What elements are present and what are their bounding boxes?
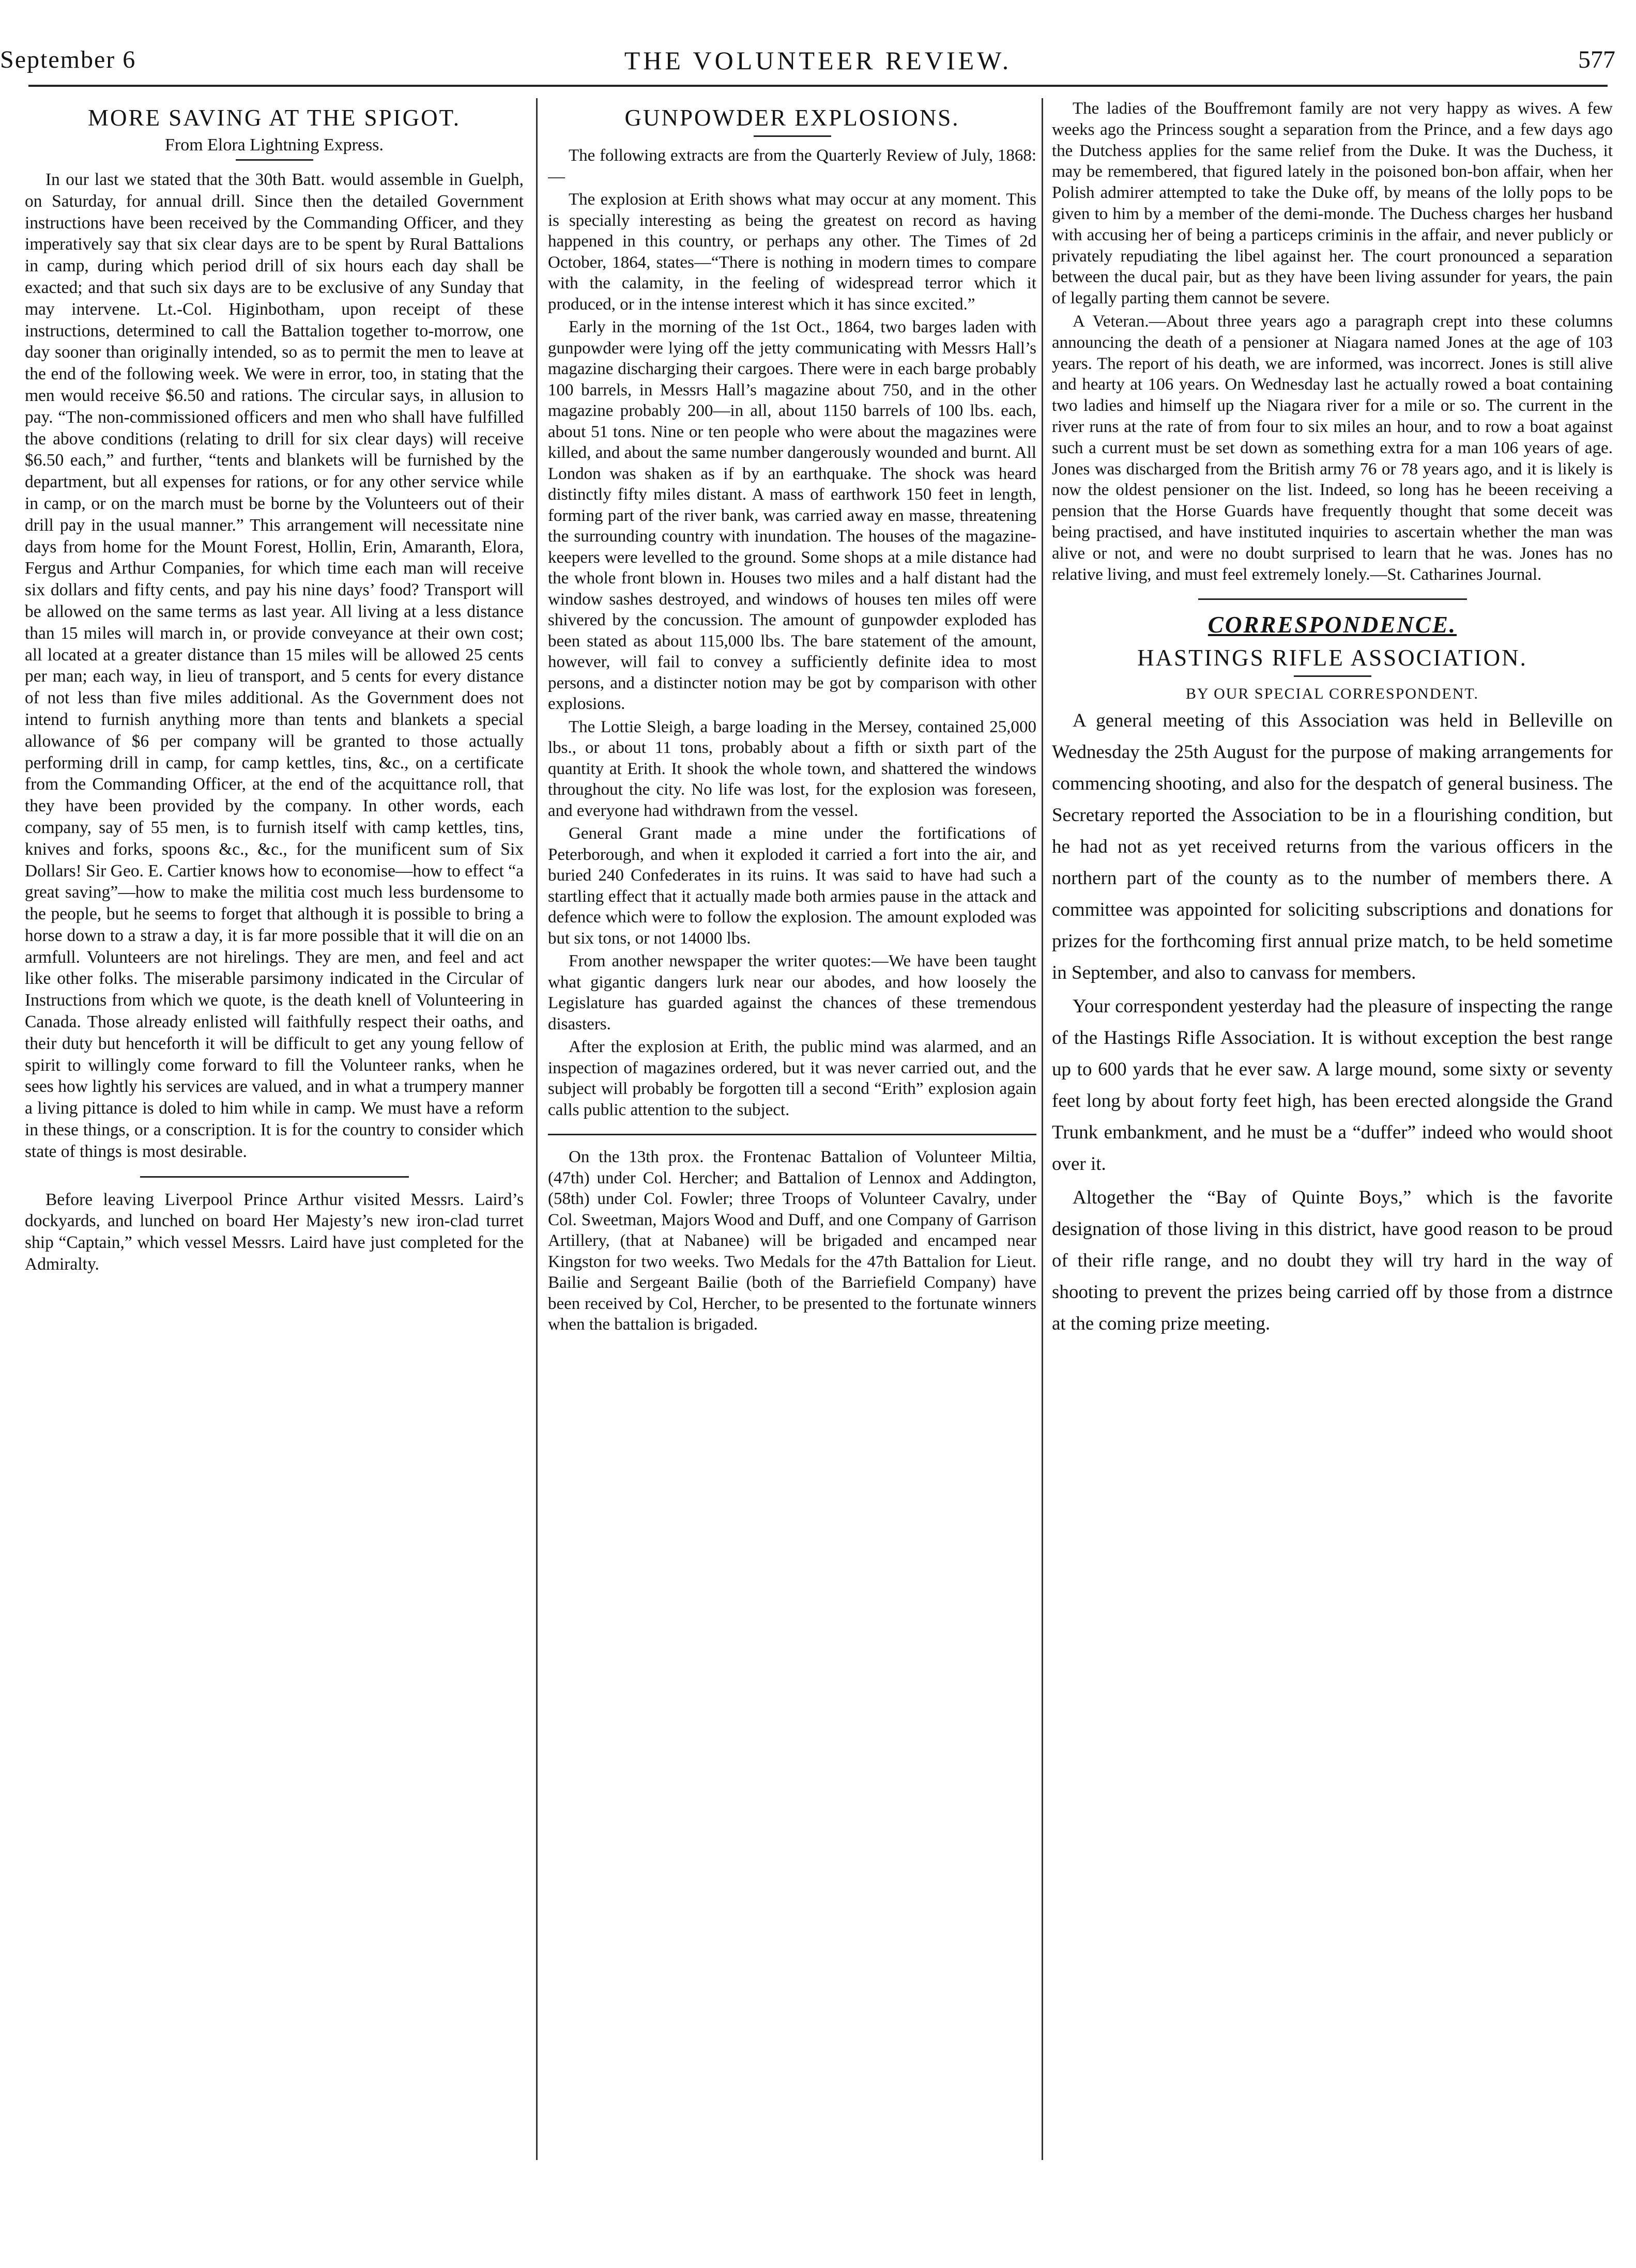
article-paragraph: General Grant made a mine under the fortifications of Peterborough, and when it exploded it carried a fort into the air, and buried 240 Confederates in its ruins. It was said to have had such a startling effect that it actually made both armies pause in the attack and defence which were to follow the explosion. The amount exploded was but six tons, or not 14000 lbs. <box>548 824 1036 948</box>
article-heading: MORE SAVING AT THE SPIGOT. <box>87 105 461 131</box>
header-rule <box>28 85 1608 87</box>
article-paragraph: The explosion at Erith shows what may occur at any moment. This is specially interesting as being the greatest on record as having happened in this country, or perhaps any other. The Times of 2d October, 1864, states—“There is nothing in modern times to compare with the calamity, in the feeling of widespread terror which it produced, or in the intense interest which it has since excited.” <box>548 190 1036 314</box>
article-heading: HASTINGS RIFLE ASSOCIATION. <box>1137 645 1527 671</box>
section-heading: CORRESPONDENCE. <box>1207 612 1457 638</box>
article-paragraph: After the explosion at Erith, the public mind was alarmed, and an inspection of magazines ordered, but it was never carried out, and the subject will probably be forgotten till a second “Erith” explosion again calls public attention to the subject. <box>548 1038 1036 1119</box>
page-number: 577 <box>1578 46 1615 73</box>
news-note: Before leaving Liverpool Prince Arthur visited Messrs. Laird’s dockyards, and lunched on board Her Majesty’s new iron-clad turret ship “Captain,” which vessel Messrs. Laird have just completed for the Admiralty. <box>25 1190 524 1274</box>
article-paragraph: A Veteran.—About three years ago a paragraph crept into these columns announcing the death of a pensioner at Niagara named Jones at the age of 103 years. The report of his death, we are informed, was incorrect. Jones is still alive and hearty at 106 years. On Wednesday last he actually rowed a boat containing two ladies and himself up the Niagara river for a mile or so. The current in the river runs at the rate of from four to six miles an hour, and to row a boat against such a current must be set down as something extra for a man 106 years of age. Jones was discharged from the British army 76 or 78 years ago, and it is likely is now the oldest pensioner on the list. Indeed, so long has he beeen receiving a pension that the Horse Guards have frequently thought that some deceit was being practised, and have instituted inquiries to ascertain whether the man was alive or not, and were no doubt surprised to learn that he was. Jones has no relative living, and must feel extremely lonely.—St. Catharines Journal. <box>1052 312 1613 584</box>
article-source: From Elora Lightning Express. <box>164 135 384 155</box>
header-date: September 6 <box>0 46 136 73</box>
page-header <box>0 45 1636 97</box>
header-title: THE VOLUNTEER REVIEW. <box>624 46 1012 75</box>
section-rule <box>1198 598 1467 600</box>
article-paragraph: The following extracts are from the Quarterly Review of July, 1868:— <box>548 146 1036 186</box>
column-1 <box>25 98 524 2217</box>
heading-rule <box>754 135 831 137</box>
column-2 <box>548 98 1036 2217</box>
article-paragraph: The Lottie Sleigh, a barge loading in the Mersey, contained 25,000 lbs., or about 11 tons, probably about a fifth or sixth part of the quantity at Erith. It shook the whole town, and shattered the windows throughout the city. No life was lost, for the explosion was foreseen, and everyone had withdrawn from the vessel. <box>548 717 1036 820</box>
news-note: On the 13th prox. the Frontenac Battalion of Volunteer Miltia, (47th) under Col. Hercher; and Battalion of Lennox and Addington, (58th) under Col. Fowler; three Troops of Volunteer Cavalry, under Col. Sweetman, Majors Wood and Duff, and one Company of Garrison Artillery, (that at Nabanee) will be brigaded and encamped near Kingston for two weeks. Two Medals for the 47th Battalion for Lieut. Bailie and Sergeant Bailie (both of the Barriefield Company) have been received by Col, Hercher, to be presented to the fortunate winners when the battalion is brigaded. <box>548 1148 1036 1334</box>
article-paragraph: A general meeting of this Association was held in Belleville on Wednesday the 25th August for the purpose of making arrangements for commencing shooting, and also for the despatch of general business. The Secretary reported the Association to be in a flourishing condition, but he had not as yet received returns from the various officers in the northern part of the county as to the number of members there. A committee was appointed for soliciting subscriptions and donations for prizes for the forthcoming first annual prize match, to be held sometime in September, and also to canvass for members. <box>1052 710 1613 984</box>
article-paragraph: Early in the morning of the 1st Oct., 1864, two barges laden with gunpowder were lying off the jetty communicating with Messrs Hall’s magazine discharging their cargoes. There were in each barge probably 100 barrels, in Messrs Hall’s magazine about 750, and in the other magazine probably 200—in all, about 1150 barrels of 100 lbs. each, about 51 tons. Nine or ten people who were about the magazines were killed, and about the same number dangerously wounded and burnt. All London was shaken as if by an earthquake. The shock was heard distinctly fifty miles distant. A mass of earthwork 150 feet in length, forming part of the river bank, was carried away en masse, threatening the surrounding country with inundation. The houses of the magazine-keepers were levelled to the ground. Some shops at a mile distance had the whole front blown in. Houses two miles and a half distant had the window sashes destroyed, and windows of houses ten miles off were shivered by the concussion. The amount of gunpowder exploded has been stated as about 115,000 lbs. The bare statement of the amount, however, will fail to convey a sufficiently definite idea to most persons, and a distincter notion may be got by comparison with other explosions. <box>548 318 1036 713</box>
heading-rule <box>236 159 313 161</box>
article-paragraph: The ladies of the Bouffremont family are not very happy as wives. A few weeks ago the Princess sought a separation from the Prince, and a few days ago the Dutchess applies for the same relief from the Duke. It was the Duchess, it may be remembered, that figured lately in the poisoned bon-bon affair, when her Polish admirer attempted to take the Duke off, by means of the lolly pops to be given to him by a member of the demi-monde. The Duchess charges her husband with accusing her of being a particeps criminis in the affair, and never publicly or privately repudiating the libel against her. The court pronounced a separation between the ducal pair, but as they have been living assunder for years, the pain of legally parting them cannot be severe. <box>1052 99 1613 308</box>
heading-rule <box>1294 675 1371 677</box>
article-paragraph: From another newspaper the writer quotes:—We have been taught what gigantic dangers lurk near our abodes, and how loosely the Legislature has guarded against the chances of these tremendous disasters. <box>548 952 1036 1033</box>
column-3 <box>1052 98 1613 2217</box>
article-heading: GUNPOWDER EXPLOSIONS. <box>624 105 960 131</box>
column-divider <box>1042 98 1043 2160</box>
section-rule <box>548 1134 1036 1135</box>
article-paragraph: Your correspondent yesterday had the pleasure of inspecting the range of the Hastings Rifle Association. It is without exception the best range up to 600 yards that he ever saw. A large mound, some sixty or seventy feet long by about forty feet high, has been erected alongside the Grand Trunk embankment, and he must be a “duffer” indeed who would shoot over it. <box>1052 996 1613 1175</box>
article-paragraph: Altogether the “Bay of Quinte Boys,” which is the favorite designation of those living in this district, have good reason to be proud of their rifle range, and no doubt they will try hard in the way of shooting to prevent the prizes being carried off by those from a distrnce at the coming prize meeting. <box>1052 1187 1613 1335</box>
article-byline: BY OUR SPECIAL CORRESPONDENT. <box>1186 685 1479 703</box>
section-rule <box>140 1176 409 1178</box>
column-divider <box>536 98 538 2160</box>
article-paragraph: In our last we stated that the 30th Batt. would assemble in Guelph, on Saturday, for annual drill. Since then the detailed Government instructions have been received by the Commanding Officer, and they imperatively say that six clear days are to be spent by Rural Battalions in camp, during which period drill of six hours each day shall be exacted; and that such six days are to be exclusive of any Sunday that may intervene. Lt.-Col. Higinbotham, upon receipt of these instructions, determined to call the Battalion together to-morrow, one day sooner than originally intended, so as to permit the men to leave at the end of the following week. We were in error, too, in stating that the men would receive $6.50 and rations. The circular says, in allusion to pay. “The non-commissioned officers and men who shall have fulfilled the above conditions (relating to drill for six clear days) will receive $6.50 each,” and further, “tents and blankets will be furnished by the department, but all expenses for rations, or for any other service while in camp, or on the march must be borne by the Volunteers out of their drill pay in the usual manner.” This arrangement will necessitate nine days from home for the Mount Forest, Hollin, Erin, Amaranth, Elora, Fergus and Arthur Companies, for which time each man will receive six dollars and fifty cents, and pay his nine days’ food? Transport will be allowed on the same terms as last year. All living at a less distance than 15 miles will march in, or provide conveyance at their own cost; all located at a greater distance than 15 miles will be allowed 25 cents per man; each way, in lieu of transport, and 5 cents for every distance of not less than five miles additional. As the Government does not intend to furnish anything more than tents and blankets a special allowance of $6 per company will be granted to those actually performing drill in camp, for camp kettles, tins, &c., on a certificate from the Commanding Officer, at the end of the acquittance roll, that they have been provided by the company. In other words, each company, say of 55 men, is to furnish itself with camp kettles, tins, knives and forks, spoons &c., &c., for the munificent sum of Six Dollars! Sir Geo. E. Cartier knows how to economise—how to effect “a great saving”—how to make the militia cost much less burdensome to the people, but he seems to forget that although it is possible to bring a horse down to a straw a day, it is far more possible that it will die on an armfull. Volunteers are not hirelings. They are men, and feel and act like other folks. The miserable parsimony indicated in the Circular of Instructions from which we quote, is the death knell of Volunteering in Canada. Those already enlisted will faithfully respect their oaths, and their duty but henceforth it will be difficult to get any young fellow of spirit to willingly come forward to fill the Volunteer ranks, when he sees how lightly his services are valued, and in what a trumpery manner a living pittance is doled to him while in camp. We must have a reform in these things, or a conscription. It is for the country to consider which state of things is most desirable. <box>25 170 524 1161</box>
